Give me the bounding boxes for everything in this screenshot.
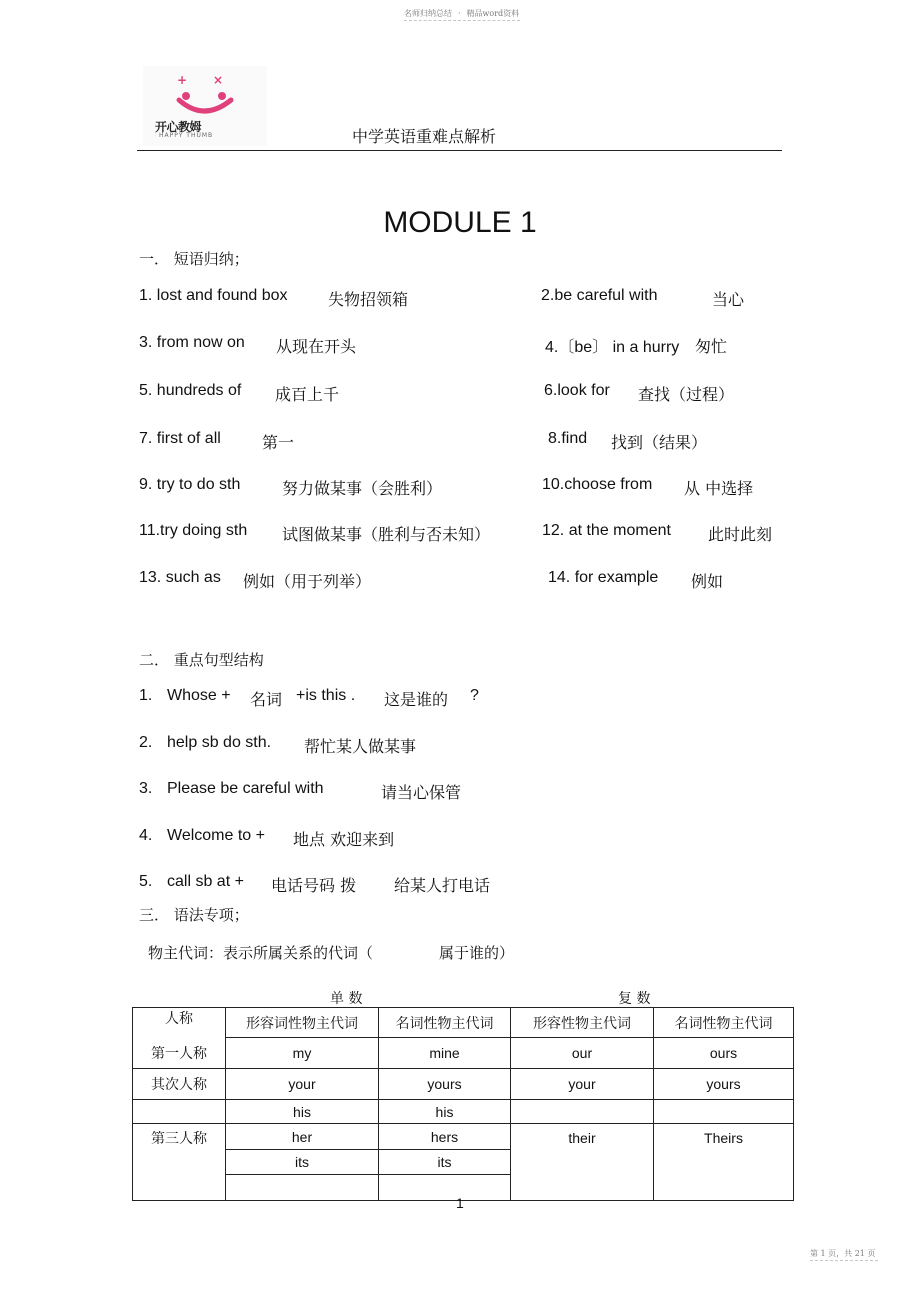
svg-text:×: × [213, 73, 224, 87]
phrase-9-en: 9. try to do sth [139, 476, 241, 493]
phrase-1-en: 1. lost and found box [139, 287, 288, 304]
second-person-singular-adjective: your [226, 1069, 379, 1100]
pattern-5-zh2: 给某人打电话 [394, 876, 491, 895]
phrase-9-zh: 努力做某事（会胜利） [282, 479, 443, 498]
pattern-3-en: Please be careful with [167, 780, 324, 797]
phrase-3-en: 3. from now on [139, 334, 245, 351]
phrase-14-en: 14. for example [548, 569, 659, 586]
pattern-4-zh: 地点 欢迎来到 [293, 830, 395, 849]
second-person-plural-noun: yours [654, 1069, 794, 1100]
phrase-8-zh: 找到（结果） [611, 433, 708, 452]
person-label-cell [133, 1008, 226, 1038]
third-person-her-adjective: her [226, 1124, 379, 1150]
section1-heading: 一． 短语归纳； [139, 250, 249, 268]
third-person-plural-noun: Theirs [654, 1124, 794, 1201]
table-row [133, 1100, 794, 1124]
first-person-plural-noun: ours [654, 1038, 794, 1069]
phrase-10-en: 10.choose from [542, 476, 653, 493]
first-person-singular-adjective: my [226, 1038, 379, 1069]
header-singular-adjective: 形容词性物主代词 [226, 1008, 379, 1038]
section2-heading: 二． 重点句型结构 [139, 651, 264, 669]
brand-logo [143, 66, 267, 146]
phrase-4-en: 4.〔be〕 in a hurry [545, 339, 680, 356]
third-person-her-noun: hers [379, 1124, 511, 1150]
pattern-5-num: 5. [139, 873, 153, 890]
possessive-pronoun-table [132, 1007, 794, 1201]
phrase-5-en: 5. hundreds of [139, 382, 242, 399]
phrase-4-zh: 匆忙 [695, 337, 728, 356]
phrase-11-en: 11.try doing sth [139, 522, 248, 539]
phrase-13-en: 13. such as [139, 569, 221, 586]
pattern-3-zh: 请当心保管 [381, 783, 462, 802]
phrase-6-zh: 查找（过程） [638, 385, 735, 404]
pattern-1-num: 1. [139, 687, 153, 704]
phrase-7-zh: 第一 [262, 433, 295, 452]
bottom-page-note: 第 1 页，共 21 页 [810, 1249, 876, 1258]
table-row [133, 1038, 794, 1069]
phrase-5-zh: 成百上千 [275, 385, 340, 404]
pattern-2-num: 2. [139, 734, 153, 751]
phrase-2-zh: 当心 [712, 290, 745, 309]
third-person-his-adjective: his [226, 1100, 379, 1124]
section3-heading: 三． 语法专项； [139, 906, 249, 924]
header-title: 中学英语重难点解析 [352, 127, 497, 146]
phrase-8-en: 8.find [548, 430, 588, 447]
empty-cell [379, 1175, 511, 1201]
top-note-separator: · [458, 9, 461, 18]
section3-intro: 物主代词：表示所属关系的代词（ [148, 944, 374, 962]
pattern-4-num: 4. [139, 827, 153, 844]
header-plural-adjective: 形容性物主代词 [511, 1008, 654, 1038]
second-person-label: 其次人称 [133, 1069, 226, 1100]
pattern-5-zh: 电话号码 拨 [271, 876, 357, 895]
phrase-13-zh: 例如（用于列举） [243, 572, 372, 591]
third-person-plural-adjective: their [511, 1124, 654, 1201]
phrase-14-zh: 例如 [691, 572, 724, 591]
svg-text:+: + [177, 73, 188, 87]
top-watermark-note [404, 8, 519, 19]
second-person-singular-noun: yours [379, 1069, 511, 1100]
module-title: MODULE 1 [383, 206, 537, 239]
header-singular-noun: 名词性物主代词 [379, 1008, 511, 1038]
empty-cell [226, 1175, 379, 1201]
phrase-6-en: 6.look for [544, 382, 610, 399]
third-person-its-adjective: its [226, 1150, 379, 1175]
phrase-12-zh: 此时此刻 [708, 525, 773, 544]
pattern-1-tail: ? [470, 687, 479, 704]
phrase-11-zh: 试图做某事（胜利与否未知） [282, 525, 491, 544]
pattern-1-zh2: 这是谁的 [384, 690, 449, 709]
person-label: 人称 [165, 1011, 193, 1027]
table-singular-label: 单 数 [330, 991, 363, 1007]
pattern-1-en2: +is this . [296, 687, 356, 704]
top-note-left: 名师归纳总结 [404, 9, 452, 18]
table-row [133, 1069, 794, 1100]
logo-brand-english: HAPPY THUMB [159, 132, 214, 139]
logo-brand-text: 开心教姆 [155, 120, 202, 134]
table-row [133, 1124, 794, 1150]
smiley-logo-icon [143, 66, 267, 118]
page-number: 1 [456, 1195, 464, 1211]
second-person-plural-adjective: your [511, 1069, 654, 1100]
pattern-2-zh: 帮忙某人做某事 [304, 737, 417, 756]
phrase-2-en: 2.be careful with [541, 287, 658, 304]
third-person-its-noun: its [379, 1150, 511, 1175]
phrase-12-en: 12. at the moment [542, 522, 671, 539]
phrase-10-zh: 从 中选择 [684, 479, 754, 498]
top-dash-line [404, 20, 520, 21]
empty-cell [511, 1100, 654, 1124]
top-note-right: 精品word资料 [466, 9, 520, 18]
section3-intro2: 属于谁的） [439, 944, 515, 962]
first-person-plural-adjective: our [511, 1038, 654, 1069]
phrase-7-en: 7. first of all [139, 430, 221, 447]
first-person-singular-noun: mine [379, 1038, 511, 1069]
pattern-3-num: 3. [139, 780, 153, 797]
table-header-row [133, 1008, 794, 1038]
header-rule [137, 150, 782, 151]
first-person-label: 第一人称 [133, 1038, 226, 1069]
pattern-5-en: call sb at + [167, 873, 244, 890]
empty-cell [133, 1100, 226, 1124]
header-plural-noun: 名词性物主代词 [654, 1008, 794, 1038]
third-person-his-noun: his [379, 1100, 511, 1124]
table-plural-label: 复 数 [618, 991, 651, 1007]
pattern-1-en: Whose + [167, 687, 231, 704]
phrase-3-zh: 从现在开头 [276, 337, 357, 356]
pattern-4-en: Welcome to + [167, 827, 265, 844]
bottom-dash-line [810, 1260, 878, 1261]
third-person-label: 第三人称 [133, 1124, 226, 1201]
pattern-1-zh: 名词 [250, 690, 283, 709]
phrase-1-zh: 失物招领箱 [328, 290, 409, 309]
pattern-2-en: help sb do sth. [167, 734, 272, 751]
empty-cell [654, 1100, 794, 1124]
